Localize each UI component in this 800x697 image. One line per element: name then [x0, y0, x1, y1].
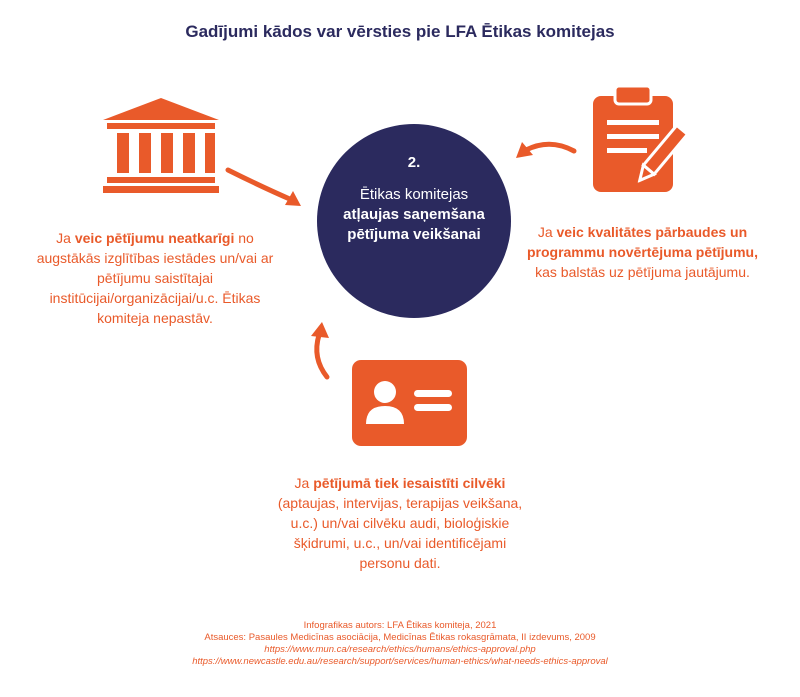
left-case-text: Ja veic pētījumu neatkarīgi no augstākās izglītības iestādes un/vai ar pētījumu saistītajai institūcijai/organizācijai/u.c. Ētikas komiteja nepastāv.: [36, 230, 274, 326]
footer-author: Infografikas autors: LFA Ētikas komiteja, 2021: [303, 620, 497, 631]
right-case-emphasis: veic kvalitātes pārbaudes un programmu novērtējuma pētījumu,: [526, 224, 759, 260]
bottom-case-emphasis: pētījumā tiek iesaistīti cilvēki: [313, 475, 506, 491]
center-text-line1: Ētikas komitejas: [359, 186, 469, 203]
footer-url-2: https://www.newcastle.edu.au/research/support/services/human-ethics/what-needs-ethics-approval: [192, 656, 608, 667]
footer-sources: Atsauces: Pasaules Medicīnas asociācija, Medicīnas Ētikas rokasgrāmata, II izdevums, 2009: [204, 632, 596, 643]
footer-credits: [0, 620, 800, 668]
page-title: Gadījumi kādos var vērsties pie LFA Ētikas komitejas: [185, 22, 615, 41]
left-case-emphasis: veic pētījumu neatkarīgi: [74, 230, 235, 246]
right-case-text: Ja veic kvalitātes pārbaudes un programmu novērtējuma pētījumu, kas balstās uz pētījuma jautājumu.: [526, 224, 759, 280]
step-number: 2.: [407, 154, 421, 171]
center-text-line2: atļaujas saņemšana pētījuma veikšanai: [343, 206, 485, 243]
footer-url-1: https://www.mun.ca/research/ethics/humans/ethics-approval.php: [264, 644, 536, 655]
bottom-case-text: Ja pētījumā tiek iesaistīti cilvēki (aptaujas, intervijas, terapijas veikšana, u.c.) un/vai cilvēku audi, bioloģiskie šķidrumi, u.c., un/vai identificējami personu dati.: [277, 475, 523, 571]
center-circle: [317, 124, 511, 318]
